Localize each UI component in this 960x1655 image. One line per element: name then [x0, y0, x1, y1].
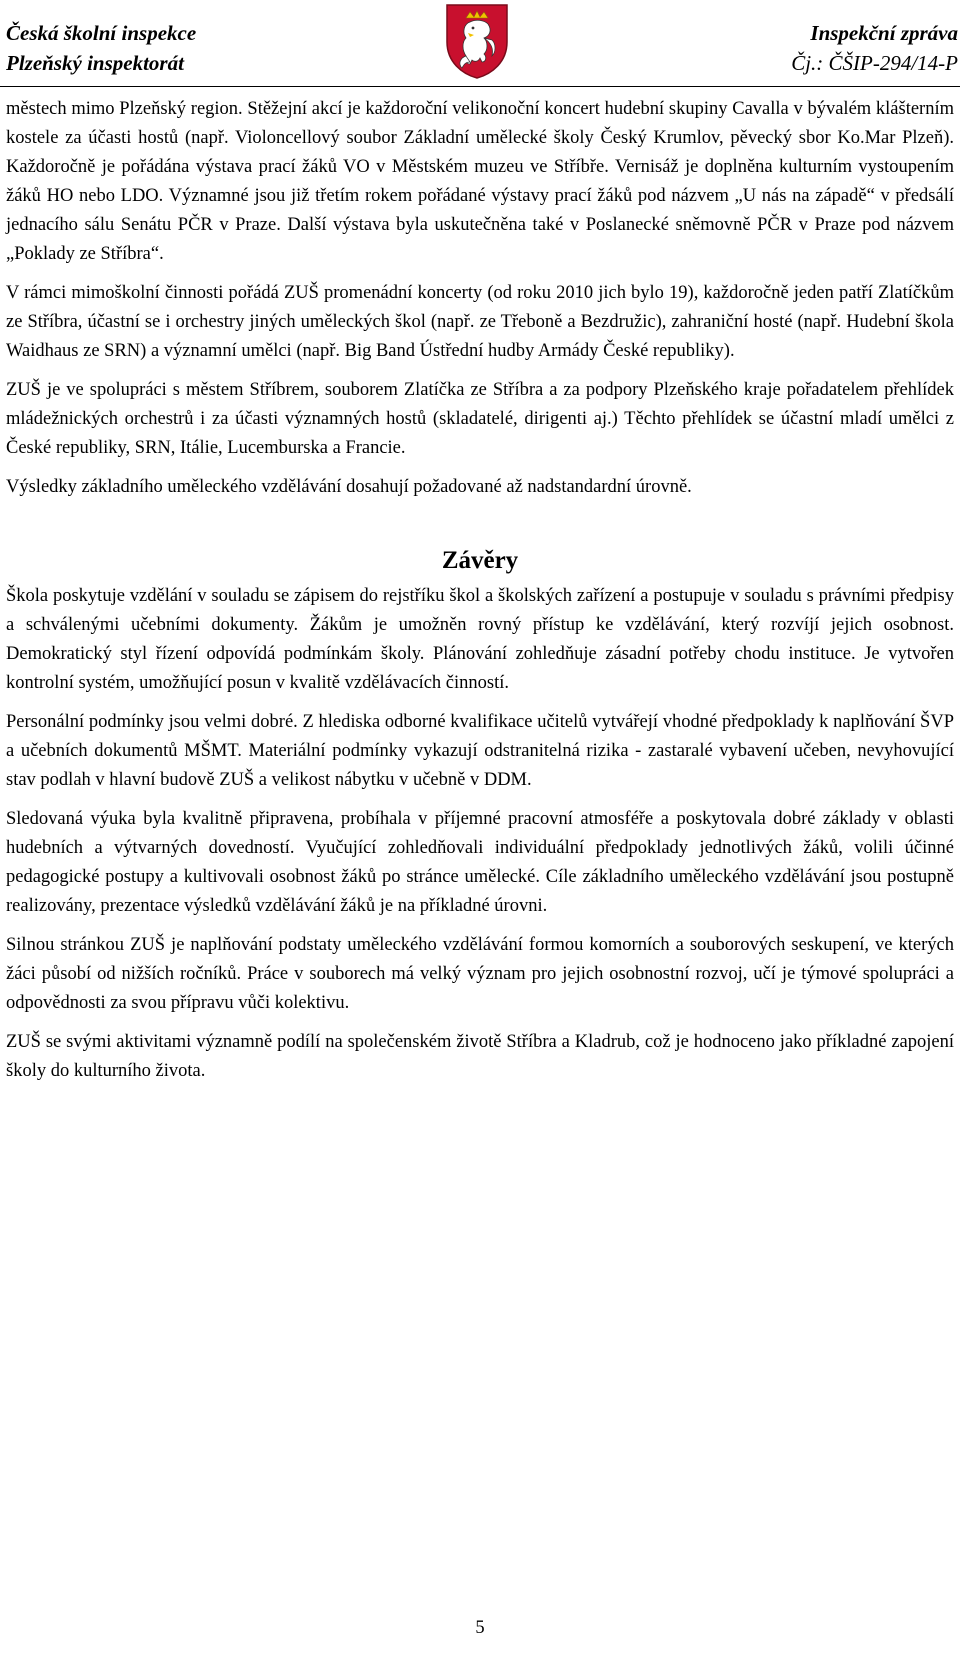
page-number: 5 [475, 1618, 485, 1638]
header-org-branch: Plzeňský inspektorát [6, 51, 184, 75]
paragraph: Výsledky základního uměleckého vzdělávání dosahují požadované až nadstandardní úrovně. [6, 477, 692, 497]
paragraph: Škola poskytuje vzdělání v souladu se zápisem do rejstříku škol a školských zařízení a postupuje v souladu s právními předpisy a schválenými učebními dokumenty. Žákům je umožněn rovný přístup ke vzdělávání, který rozvíjí jejich osobnost. Demokratický styl řízení odpovídá podmínkám školy. Plánování zohledňuje zásadní potřeby chodu instituce. Je vytvořen kontrolní systém, umožňující posun v kvalitě vzdělávacích činností. [6, 586, 954, 693]
paragraph: V rámci mimoškolní činnosti pořádá ZUŠ promenádní koncerty (od roku 2010 jich bylo 19), každoročně jeden patří Zlatíčkům ze Stříbra, účastní se i orchestry jiných uměleckých škol (např. ze Třeboně a Bezdružic), zahraniční hosté (např. Hudební škola Waidhaus ze SRN) a významní umělci (např. Big Band Ústřední hudby Armády České republiky). [6, 283, 954, 361]
paragraph: městech mimo Plzeňský region. Stěžejní akcí je každoroční velikonoční koncert hudební skupiny Cavalla v bývalém klášterním kostele za účasti hostů (např. Violoncellový soubor Základní umělecké školy Český Krumlov, pěvecký sbor Ko.Mar Plzeň). Každoročně je pořádána výstava prací žáků VO v Městském muzeu ve Stříbře. Vernisáž je doplněna kulturním vystoupením žáků HO nebo LDO. Významné jsou již třetím rokem pořádané výstavy prací žáků pod názvem „U nás na západě“ v předsálí jednacího sálu Senátu PČR v Praze. Další výstava byla uskutečněna také v Poslanecké sněmovně PČR v Praze pod názvem „Poklady ze Stříbra“. [6, 99, 954, 264]
paragraph: ZUŠ se svými aktivitami významně podílí na společenském životě Stříbra a Kladrub, což je hodnoceno jako příkladné zapojení školy do kulturního života. [6, 1032, 954, 1081]
header-divider [0, 86, 960, 87]
page-header [0, 0, 960, 88]
paragraph: Personální podmínky jsou velmi dobré. Z hlediska odborné kvalifikace učitelů vytvářejí vhodné předpoklady k naplňování ŠVP a učebních dokumentů MŠMT. Materiální podmínky vykazují odstranitelná rizika - zastaralé vybavení učeben, nevyhovující stav podlah v hlavní budově ZUŠ a velikost nábytku v učebně v DDM. [6, 712, 954, 790]
document-body [6, 95, 954, 1096]
section-heading-zavery: Závěry [441, 547, 519, 574]
header-organization [6, 18, 196, 78]
header-document-info [791, 18, 958, 78]
header-doc-title: Inspekční zpráva [810, 21, 958, 45]
header-org-name: Česká školní inspekce [6, 21, 197, 45]
paragraph: ZUŠ je ve spolupráci s městem Stříbrem, souborem Zlatíčka ze Stříbra a za podpory Plzeňského kraje pořadatelem přehlídek mládežnických orchestrů i za účasti významných hostů (skladatelé, dirigenti aj.) Těchto přehlídek se účastní mladí umělci z České republiky, SRN, Itálie, Lucemburska a Francie. [6, 380, 954, 458]
paragraph: Sledovaná výuka byla kvalitně připravena, probíhala v příjemné pracovní atmosféře a poskytovala dobré základy v oblasti hudebních a výtvarných dovedností. Vyučující zohledňovali individuální předpoklady jednotlivých žáků, volili účinné pedagogické postupy a kultivovali osobnost žáků po stránce umělecké. Cíle základního uměleckého vzdělávání jsou postupně realizovány, prezentace výsledků vzdělávání žáků je na příkladné úrovni. [6, 809, 954, 916]
header-doc-reference: Čj.: ČŠIP-294/14-P [791, 51, 958, 75]
czech-lion-coat-of-arms-icon [444, 2, 510, 80]
paragraph: Silnou stránkou ZUŠ je naplňování podstaty uměleckého vzdělávání formou komorních a souborových seskupení, ve kterých žáci působí od nižších ročníků. Práce v souborech má velký význam pro jejich osobnostní rozvoj, učí je týmové spolupráci a odpovědnosti za svou přípravu vůči kolektivu. [6, 935, 954, 1013]
